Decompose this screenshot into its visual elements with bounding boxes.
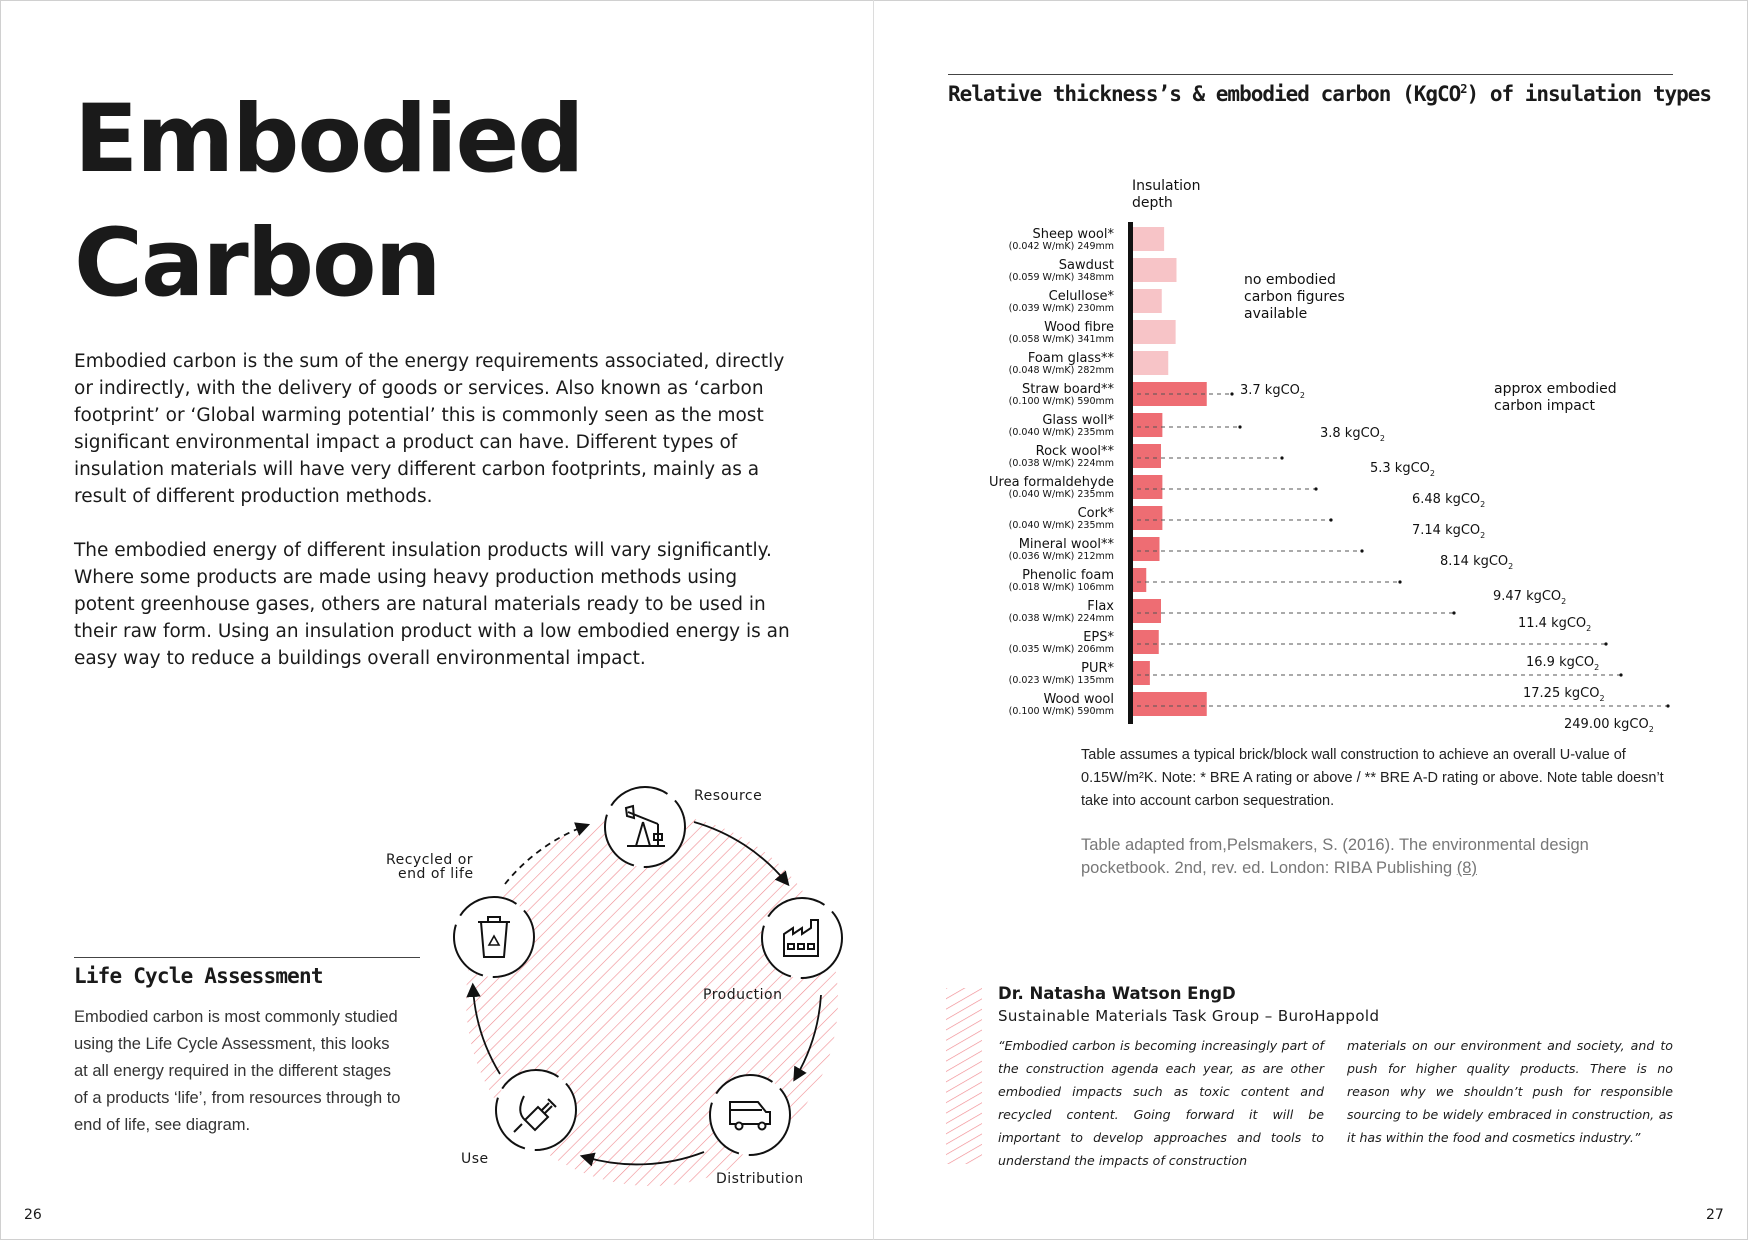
row-name-label: Sheep wool*: [1032, 227, 1114, 242]
depth-bar: [1133, 258, 1177, 282]
row-name-label: Celullose*: [1048, 289, 1114, 304]
depth-bar: [1133, 475, 1162, 499]
stage-label-resource: Resource: [694, 788, 763, 804]
quote-hatch-marker: [946, 988, 982, 1164]
row-name-label: Cork*: [1077, 506, 1114, 521]
carbon-leader-dot: [1314, 487, 1317, 490]
depth-bar: [1133, 599, 1161, 623]
depth-label-line1: Insulation: [1132, 178, 1201, 194]
depth-bar: [1133, 351, 1168, 375]
chart-axis: [1128, 222, 1133, 724]
title-line-1: Embodied: [74, 85, 583, 194]
chart-title-post: ) of insulation types: [1466, 82, 1712, 106]
carbon-value-label: 9.47 kgCO$_2$: [1493, 589, 1567, 606]
carbon-value-label: 7.14 kgCO$_2$: [1412, 523, 1486, 540]
carbon-value-label: 8.14 kgCO$_2$: [1440, 554, 1514, 571]
chart-note: Table assumes a typical brick/block wall construction to achieve an overall U-value of 0.15W/m²K. Note: * BRE A rating or above / ** BRE A-D rating or above. Note table doesn’t take into account carbon sequestration.: [1081, 747, 1664, 809]
recycled-node: [454, 897, 534, 977]
carbon-value-label: 6.48 kgCO$_2$: [1412, 492, 1486, 509]
row-spec-label: (0.038 W/mK) 224mm: [1008, 458, 1114, 469]
row-spec-label: (0.059 W/mK) 348mm: [1008, 272, 1114, 283]
row-spec-label: (0.036 W/mK) 212mm: [1008, 551, 1114, 562]
carbon-leader-dot: [1329, 518, 1332, 521]
row-name-label: Glass woll*: [1042, 413, 1114, 428]
chart-source-text: Table adapted from,Pelsmakers, S. (2016). The environmental design pocketbook. 2nd, rev. ed. London: RIBA Publishing: [1081, 836, 1589, 877]
no-data-note-line1: no embodied: [1244, 272, 1336, 288]
row-name-label: EPS*: [1083, 630, 1114, 645]
carbon-leader-dot: [1360, 549, 1363, 552]
quote-column-1: “Embodied carbon is becoming increasingly part of the construction agenda each year, as are other embodied impacts such as toxic content and recycled content. Going forward it will be important to develop approaches and tools to understand the impacts of construction: [998, 1038, 1324, 1168]
page-number-left: 26: [24, 1207, 42, 1223]
row-spec-label: (0.040 W/mK) 235mm: [1008, 489, 1114, 500]
quote-author: Dr. Natasha Watson EngD: [998, 984, 1236, 1003]
depth-bar: [1133, 289, 1162, 313]
depth-bar: [1133, 630, 1159, 654]
carbon-leader-dot: [1280, 456, 1283, 459]
chart-source-reference-link[interactable]: (8): [1456, 859, 1477, 877]
depth-bar: [1133, 692, 1207, 716]
stage-label-distribution: Distribution: [716, 1171, 804, 1187]
row-name-label: Wood fibre: [1044, 320, 1114, 335]
depth-bar: [1133, 444, 1161, 468]
carbon-value-label: 249.00 kgCO$_2$: [1564, 717, 1654, 734]
depth-bar: [1133, 537, 1160, 561]
depth-bar: [1133, 506, 1162, 530]
row-name-label: Straw board**: [1022, 382, 1114, 397]
resource-node: [605, 787, 685, 867]
carbon-value-label: 17.25 kgCO$_2$: [1523, 686, 1605, 703]
lca-body: Embodied carbon is most commonly studied using the Life Cycle Assessment, this looks at all energy required in the different stages of a products ‘life’, from resources through to end of life, see diagram.: [74, 1008, 401, 1134]
production-node: [762, 898, 842, 978]
carbon-value-label: 16.9 kgCO$_2$: [1526, 655, 1600, 672]
row-spec-label: (0.040 W/mK) 235mm: [1008, 520, 1114, 531]
chart-source: [1081, 834, 1671, 880]
carbon-leader-dot: [1452, 611, 1455, 614]
row-spec-label: (0.048 W/mK) 282mm: [1008, 365, 1114, 376]
row-spec-label: (0.100 W/mK) 590mm: [1008, 396, 1114, 407]
row-spec-label: (0.038 W/mK) 224mm: [1008, 613, 1114, 624]
chart-title-pre: Relative thickness’s & embodied carbon (KgCO: [948, 82, 1461, 106]
carbon-leader-dot: [1230, 392, 1233, 395]
row-name-label: Foam glass**: [1027, 351, 1114, 366]
stage-label-use: Use: [461, 1151, 489, 1167]
stage-label-recycled-line1: Recycled or: [386, 852, 474, 868]
title-line-2: Carbon: [74, 209, 440, 318]
quote-column-2: materials on our environment and society, and to push for higher quality products. There is no reason why we shouldn’t push for responsible sourcing to be widely embraced in construction, as it has within the food and cosmetics industry.”: [1347, 1038, 1673, 1145]
row-name-label: Wood wool: [1043, 692, 1114, 707]
carbon-value-label: 11.4 kgCO$_2$: [1518, 616, 1592, 633]
intro-paragraph-1: Embodied carbon is the sum of the energy requirements associated, directly or indirectly, with the delivery of goods or services. Also known as ‘carbon footprint’ or ‘Global warming potential’ this is commonly seen as the most significant environmental impact a product can have. Different types of insulation materials will have very different carbon footprints, mainly as a result of different production methods.: [74, 351, 785, 507]
carbon-leader-dot: [1604, 642, 1607, 645]
stage-label-production: Production: [703, 987, 783, 1003]
depth-bar: [1133, 320, 1176, 344]
quote-role: Sustainable Materials Task Group – BuroHappold: [998, 1007, 1380, 1025]
row-name-label: Rock wool**: [1035, 444, 1114, 459]
row-spec-label: (0.039 W/mK) 230mm: [1008, 303, 1114, 314]
carbon-value-label: 5.3 kgCO$_2$: [1370, 461, 1435, 478]
row-name-label: Sawdust: [1058, 258, 1114, 273]
carbon-impact-label-line1: approx embodied: [1494, 381, 1617, 397]
chart-title-sup: 2: [1460, 82, 1467, 96]
depth-bar: [1133, 661, 1150, 685]
carbon-leader-dot: [1238, 425, 1241, 428]
carbon-leader-dot: [1398, 580, 1401, 583]
carbon-impact-label-line2: carbon impact: [1494, 398, 1595, 414]
no-data-note-line2: carbon figures: [1244, 289, 1345, 305]
row-spec-label: (0.040 W/mK) 235mm: [1008, 427, 1114, 438]
depth-bar: [1133, 568, 1146, 592]
page-number-right: 27: [1706, 1207, 1724, 1223]
row-name-label: Urea formaldehyde: [989, 475, 1114, 490]
row-spec-label: (0.023 W/mK) 135mm: [1008, 675, 1114, 686]
use-node: [496, 1070, 576, 1150]
row-name-label: Mineral wool**: [1018, 537, 1114, 552]
row-name-label: PUR*: [1081, 661, 1114, 676]
row-spec-label: (0.058 W/mK) 341mm: [1008, 334, 1114, 345]
depth-label-line2: depth: [1132, 195, 1173, 211]
depth-bar: [1133, 413, 1162, 437]
stage-label-recycled-line2: end of life: [398, 866, 474, 882]
intro-paragraph-2: The embodied energy of different insulation products will vary significantly. Where some products are made using heavy production methods using potent greenhouse gases, others are natural materials ready to be used in their raw form. Using an insulation product with a low embodied energy is an easy way to reduce a buildings overall environmental impact.: [74, 540, 790, 669]
row-spec-label: (0.018 W/mK) 106mm: [1008, 582, 1114, 593]
lca-heading: Life Cycle Assessment: [74, 964, 323, 988]
no-data-note-line3: available: [1244, 306, 1308, 322]
carbon-leader-dot: [1619, 673, 1622, 676]
row-spec-label: (0.035 W/mK) 206mm: [1008, 644, 1114, 655]
carbon-value-label: 3.7 kgCO$_2$: [1240, 383, 1305, 400]
row-name-label: Flax: [1087, 599, 1114, 614]
depth-bar: [1133, 227, 1164, 251]
carbon-value-label: 3.8 kgCO$_2$: [1320, 426, 1385, 443]
row-name-label: Phenolic foam: [1022, 568, 1114, 583]
distribution-node: [710, 1075, 790, 1155]
row-spec-label: (0.042 W/mK) 249mm: [1008, 241, 1114, 252]
row-spec-label: (0.100 W/mK) 590mm: [1008, 706, 1114, 717]
carbon-leader-dot: [1666, 704, 1669, 707]
